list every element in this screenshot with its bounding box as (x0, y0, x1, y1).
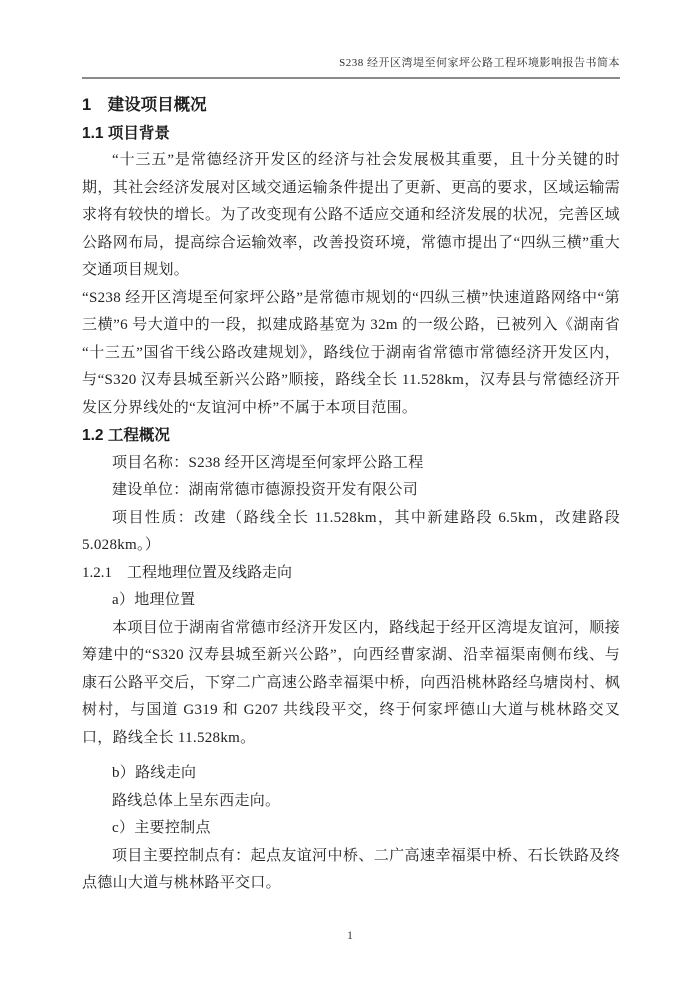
location-paragraph-b: 路线总体上呈东西走向。 (112, 792, 281, 809)
project-owner-line: 建设单位：湖南常德市德源投资开发有限公司 (112, 482, 419, 498)
page-number: 1 (347, 928, 353, 942)
background-paragraph-1: “十三五”是常德经济开发区的经济与社会发展极其重要，且十分关键的时期，其社会经济发展对区域交通运输条件提出了更新、更高的要求，区域运输需求将有较快的增长。为了改变现有公路不适应交通和经济发展的状况，完善区域公路网布局，提高综合运输效率，改善投资环境，常德市提出了“四纵三横”重大交通项目规划。 (82, 152, 620, 278)
document-body (82, 92, 620, 898)
project-nature-line: 项目性质：改建（路线全长 11.528km，其中新建路段 6.5km，改建路段 5.028km。） (82, 509, 620, 553)
project-name-line: 项目名称：S238 经开区湾堤至何家坪公路工程 (112, 454, 424, 471)
section-heading-overview: 1 建设项目概况 (82, 96, 207, 114)
section-heading-project-overview: 1.2 工程概况 (82, 427, 170, 444)
page-header-title: S238 经开区湾堤至何家坪公路工程环境影响报告书简本 (82, 56, 620, 79)
location-subheading-b: b）路线走向 (112, 765, 197, 781)
section-heading-location: 1.2.1 工程地理位置及线路走向 (82, 564, 293, 581)
location-paragraph-c: 项目主要控制点有：起点友谊河中桥、二广高速幸福渠中桥、石长铁路及终点德山大道与桃林路平交口。 (82, 847, 620, 891)
location-subheading-c: c）主要控制点 (112, 820, 211, 836)
background-paragraph-2: “S238 经开区湾堤至何家坪公路”是常德市规划的“四纵三横”快速道路网络中“第三横”6 号大道中的一段，拟建成路基宽为 32m 的一级公路，已被列入《湖南省“十三五”国省干线公路改建规划》，路线位于湖南省常德市常德经济开发区内，与“S320 汉寿县城至新兴公路”顺接，路线全长 11.528km，汉寿县与常德经济开发区分界线处的“友谊河中桥”不属于本项目范围。 (82, 289, 620, 416)
location-paragraph-a: 本项目位于湖南省常德市经济开发区内，路线起于经开区湾堤友谊河，顺接筹建中的“S320 汉寿县城至新兴公路”，向西经曹家湖、沿幸福渠南侧布线、与康石公路平交后，下穿二广高速公路幸福渠中桥，向西沿桃林路经乌塘岗村、枫树村，与国道 G319 和 G207 共线段平交，终于何家坪德山大道与桃林路交叉口，路线全长 11.528km。 (82, 619, 620, 746)
location-subheading-a: a）地理位置 (112, 592, 196, 608)
section-heading-background: 1.1 项目背景 (82, 124, 170, 142)
